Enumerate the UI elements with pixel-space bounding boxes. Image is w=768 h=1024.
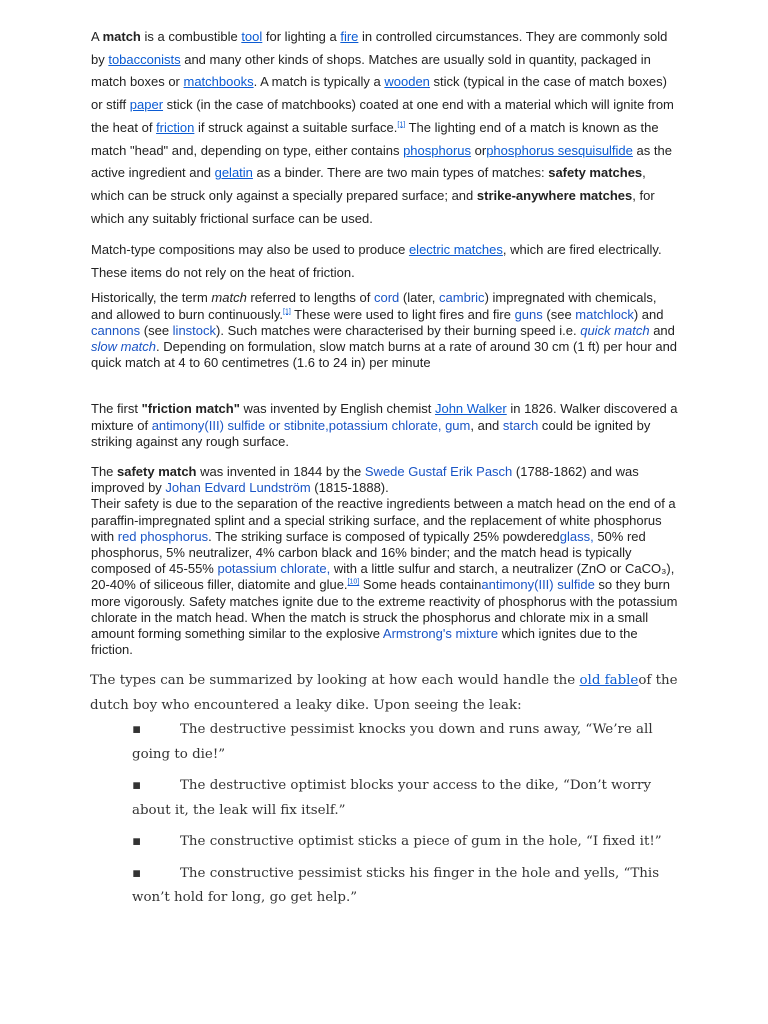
- list-item: [132, 862, 681, 911]
- bullet-icon: ▪: [132, 722, 142, 738]
- electric-matches-paragraph: [91, 239, 681, 284]
- text-span: stick (typical in the case of match boxes) or stiff: [91, 74, 667, 113]
- link-cannons[interactable]: cannons: [91, 322, 141, 338]
- text-span: The lighting end of a match is known as the match "head" and, depending on type, either contains: [91, 119, 659, 158]
- text-span: and: [649, 322, 675, 338]
- link-quick-match[interactable]: quick match: [580, 322, 650, 338]
- fable-paragraph: [90, 669, 681, 718]
- list-item: [132, 718, 681, 767]
- text-span: Historically, the term: [91, 290, 212, 306]
- bold-term-strike-anywhere: strike-anywhere matches: [476, 187, 633, 203]
- link-starch[interactable]: starch: [502, 417, 539, 433]
- text-span: referred to lengths of: [246, 290, 374, 306]
- list-item: [132, 774, 681, 823]
- text-span: with a little sulfur and starch, a neutralizer (ZnO or CaCO₃), 20-40% of siliceous filler, diatomite and glue.: [91, 561, 675, 593]
- link-matchbooks[interactable]: matchbooks: [183, 74, 254, 90]
- bold-term-match: match: [102, 29, 141, 44]
- link-linstock[interactable]: linstock: [172, 322, 217, 338]
- text-span: for lighting a: [262, 29, 341, 44]
- text-span: , for which any suitably frictional surface can be used.: [91, 187, 655, 226]
- link-armstrongs-mixture[interactable]: Armstrong's mixture: [382, 625, 499, 641]
- bullet-icon: ▪: [132, 834, 142, 850]
- link-tobacconists[interactable]: tobacconists: [108, 51, 181, 67]
- text-span: Match-type compositions may also be used to produce: [91, 242, 409, 258]
- text-span: (1815-1888).: [310, 480, 389, 496]
- text-span: ) and: [633, 306, 664, 322]
- text-span: The types can be summarized by looking at how each would handle the: [90, 673, 580, 689]
- bold-term-safety-matches: safety matches: [548, 165, 643, 181]
- bullet-icon: ▪: [132, 865, 142, 881]
- text-span: , which are fired electrically. These items do not rely on the heat of friction.: [91, 242, 662, 280]
- citation-link[interactable]: [1]: [283, 308, 291, 316]
- link-glass[interactable]: glass,: [559, 528, 594, 544]
- list-item-text: The constructive pessimist sticks his finger in the hole and yells, “This won’t hold for long, go get help.”: [132, 865, 660, 906]
- link-antimony-sulfide[interactable]: antimony(III) sulfide or stibnite,: [151, 417, 329, 433]
- text-span: ) impregnated with chemicals, and allowed to burn continuously.: [91, 290, 657, 322]
- text-span: in 1826. Walker discovered a mixture of: [91, 401, 678, 433]
- link-tool[interactable]: tool: [241, 29, 263, 44]
- text-span: These were used to light fires and fire: [290, 306, 515, 322]
- link-old-fable[interactable]: old fable: [579, 673, 639, 689]
- link-phosphorus[interactable]: phosphorus: [403, 142, 472, 158]
- link-phosphorus-sesquisulfide[interactable]: phosphorus sesquisulfide: [486, 142, 633, 158]
- text-span: , which can be struck only against a specially prepared surface; and: [91, 165, 646, 203]
- text-span: The: [91, 463, 118, 479]
- text-span: of the dutch boy who encountered a leaky dike. Upon seeing the leak:: [90, 673, 678, 713]
- link-matchlock[interactable]: matchlock: [575, 306, 634, 322]
- text-span: (see: [542, 306, 576, 322]
- link-wooden[interactable]: wooden: [384, 74, 430, 90]
- text-span: is a combustible: [140, 29, 242, 44]
- friction-match-paragraph: [91, 401, 681, 450]
- text-span: . Depending on formulation, slow match burns at a rate of around 30 cm (1 ft) per hour and quick match at 4 to 60 centimetres (1.6 to 24 in) per minute: [91, 338, 678, 371]
- text-span: or: [471, 142, 487, 158]
- link-friction[interactable]: friction: [156, 119, 195, 135]
- text-span: Some heads contain: [359, 577, 482, 593]
- text-span: which ignites due to the friction.: [91, 625, 638, 658]
- link-fire[interactable]: fire: [340, 29, 359, 44]
- bold-term-friction-match: "friction match": [141, 401, 240, 417]
- text-span: was invented in 1844 by the: [196, 463, 365, 479]
- text-span: (1788-1862) and was improved by: [91, 463, 639, 496]
- link-cambric[interactable]: cambric: [439, 290, 485, 306]
- text-span: as a binder. There are two main types of matches:: [252, 165, 549, 181]
- text-span: ). Such matches were characterised by their burning speed i.e.: [216, 322, 581, 338]
- text-span: , and: [470, 417, 503, 433]
- text-span: so they burn more vigorously. Safety matches ignite due to the extreme reactivity of phosphorus with the potassium chlorate in the match head. When the match is struck the phosphorus and chlorate mix in a small amount forming something similar to the explosive: [91, 577, 678, 641]
- text-span: . The striking surface is composed of typically 25% powdered: [208, 528, 560, 544]
- list-item: [132, 830, 681, 855]
- text-span: . A match is typically a: [253, 74, 385, 90]
- list-item-text: The destructive optimist blocks your access to the dike, “Don’t worry about it, the leak will fix itself.”: [132, 778, 652, 818]
- citation-link[interactable]: [1]: [397, 121, 406, 129]
- text-span: as the active ingredient and: [91, 142, 672, 181]
- link-gelatin[interactable]: gelatin: [214, 165, 253, 181]
- bullet-list: [91, 718, 681, 911]
- bold-term-safety-match: safety match: [117, 463, 197, 479]
- link-cord[interactable]: cord: [374, 290, 400, 306]
- link-antimony-sulfide[interactable]: antimony(III) sulfide: [481, 577, 595, 593]
- link-gum[interactable]: gum: [445, 417, 471, 433]
- link-guns[interactable]: guns: [514, 306, 543, 322]
- italic-term-match: match: [211, 290, 247, 306]
- text-span: if struck against a suitable surface.: [194, 119, 398, 135]
- intro-paragraph: [91, 26, 681, 230]
- safety-match-paragraph: [91, 464, 681, 658]
- text-span: and many other kinds of shops. Matches are usually sold in quantity, packaged in match boxes or: [91, 51, 651, 90]
- link-red-phosphorus[interactable]: red phosphorus: [117, 528, 209, 544]
- citation-link[interactable]: [10]: [347, 579, 360, 587]
- text-span: Their safety is due to the separation of the reactive ingredients between a match head on the end of a paraffin-impregnated splint and a special striking surface, and the replacement of white phosphorus with: [91, 496, 676, 544]
- link-johan-lundstrom[interactable]: Johan Edvard Lundström: [165, 480, 311, 496]
- text-span: The first: [91, 401, 142, 417]
- text-span: (later,: [399, 290, 440, 306]
- link-paper[interactable]: paper: [129, 97, 164, 113]
- text-span: 50% red phosphorus, 5% neutralizer, 4% carbon black and 16% binder; and the match head is typically composed of 45-55%: [91, 528, 646, 577]
- history-paragraph: [91, 290, 681, 371]
- link-potassium-chlorate[interactable]: potassium chlorate,: [217, 561, 331, 577]
- link-potassium-chlorate[interactable]: potassium chlorate,: [328, 417, 442, 433]
- text-span: was invented by English chemist: [239, 401, 435, 417]
- text-span: could be ignited by striking against any rough surface.: [91, 417, 651, 449]
- link-electric-matches[interactable]: electric matches: [408, 242, 503, 258]
- link-john-walker[interactable]: John Walker: [434, 401, 507, 417]
- list-item-text: The destructive pessimist knocks you down and runs away, “We’re all going to die!”: [132, 722, 653, 762]
- list-item-text: The constructive optimist sticks a piece of gum in the hole, “I fixed it!”: [180, 834, 662, 850]
- text-span: (see: [140, 322, 173, 338]
- article-body: [91, 26, 681, 918]
- text-span: in controlled circumstances. They are commonly sold by: [91, 29, 668, 67]
- link-slow-match[interactable]: slow match: [91, 338, 157, 354]
- bullet-icon: ▪: [132, 778, 142, 794]
- text-span: A: [91, 29, 103, 44]
- text-span: stick (in the case of matchbooks) coated at one end with a material which will ignite from the heat of: [91, 97, 674, 135]
- link-gustaf-pasch[interactable]: Swede Gustaf Erik Pasch: [364, 463, 513, 479]
